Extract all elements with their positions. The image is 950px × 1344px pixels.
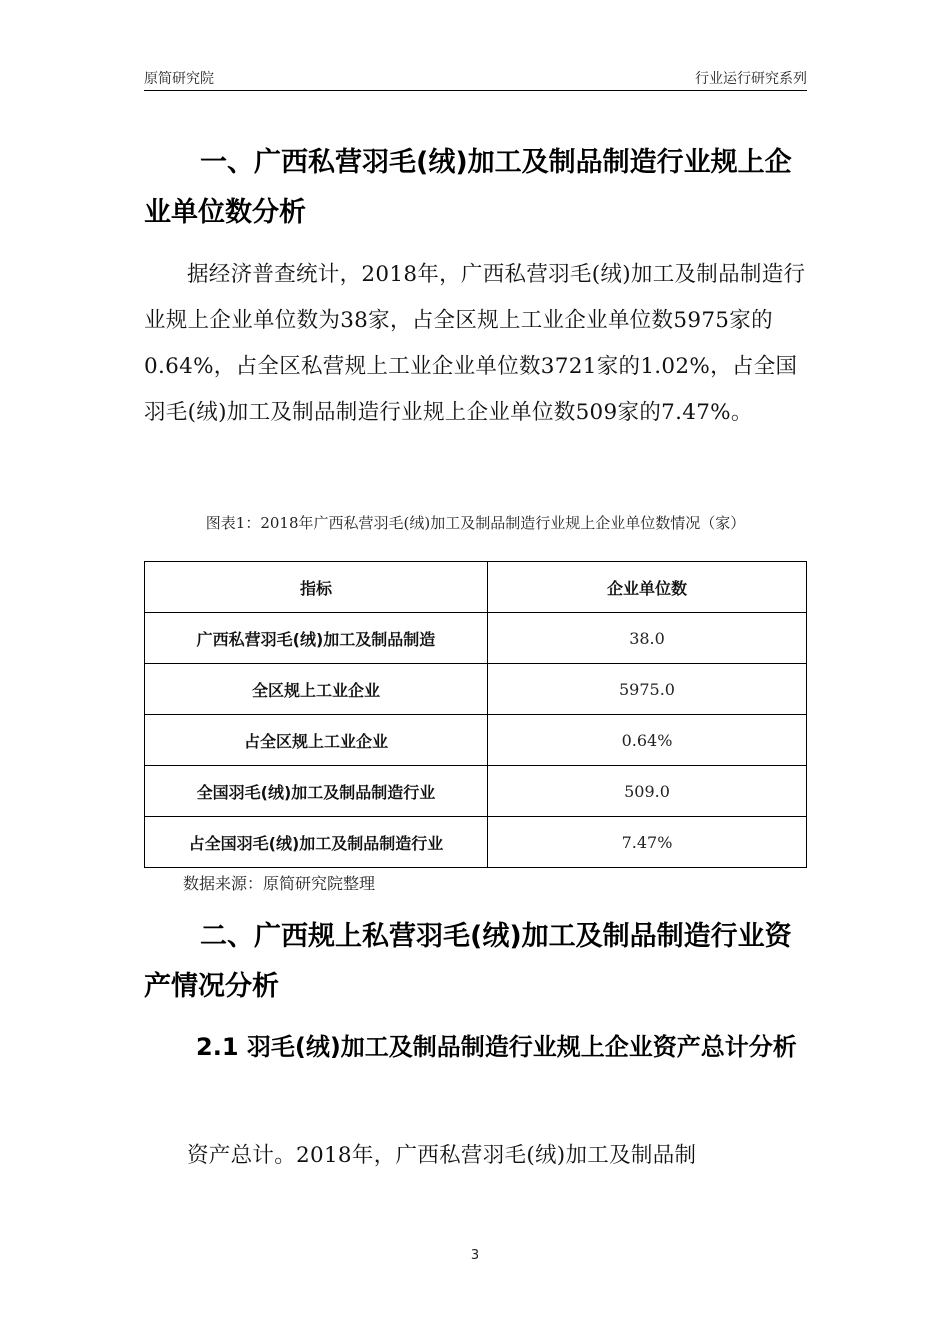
row-label: 广西私营羽毛(绒)加工及制品制造 [145,613,488,664]
header-series-name: 行业运行研究系列 [695,71,807,87]
row-value: 509.0 [488,766,807,817]
column-header-indicator: 指标 [145,562,488,613]
row-label: 占全区规上工业企业 [145,715,488,766]
row-value: 0.64% [488,715,807,766]
subsection-2-1-title: 2.1 羽毛(绒)加工及制品制造行业规上企业资产总计分析 [196,1033,797,1061]
table-row [145,664,807,715]
column-header-count: 企业单位数 [488,562,807,613]
table-header-row [145,562,807,613]
section-1-paragraph: 据经济普查统计，2018年，广西私营羽毛(绒)加工及制品制造行业规上企业单位数为38家，占全区规上工业企业单位数5975家的0.64%，占全区私营规上工业企业单位数3721家的1.02%，占全国羽毛(绒)加工及制品制造行业规上企业单位数509家的7.47%。 [144,262,806,425]
table-source-note: 数据来源：原简研究院整理 [183,874,376,893]
row-value: 7.47% [488,817,807,868]
row-value: 38.0 [488,613,807,664]
page-header [144,66,807,91]
section-2-title: 二、广西规上私营羽毛(绒)加工及制品制造行业资产情况分析 [144,921,792,1002]
row-value: 5975.0 [488,664,807,715]
row-label: 全区规上工业企业 [145,664,488,715]
row-label: 占全国羽毛(绒)加工及制品制造行业 [145,817,488,868]
subsection-2-1-paragraph: 资产总计。2018年，广西私营羽毛(绒)加工及制品制 [187,1143,697,1168]
table-row [145,715,807,766]
table-row [145,613,807,664]
header-org-name: 原简研究院 [144,71,214,87]
table-caption: 图表1：2018年广西私营羽毛(绒)加工及制品制造行业规上企业单位数情况（家） [205,514,746,532]
table-row [145,766,807,817]
page-number: 3 [470,1248,480,1263]
row-label: 全国羽毛(绒)加工及制品制造行业 [145,766,488,817]
table-row [145,817,807,868]
section-1-title: 一、广西私营羽毛(绒)加工及制品制造行业规上企业单位数分析 [144,147,792,228]
data-table [144,561,807,868]
